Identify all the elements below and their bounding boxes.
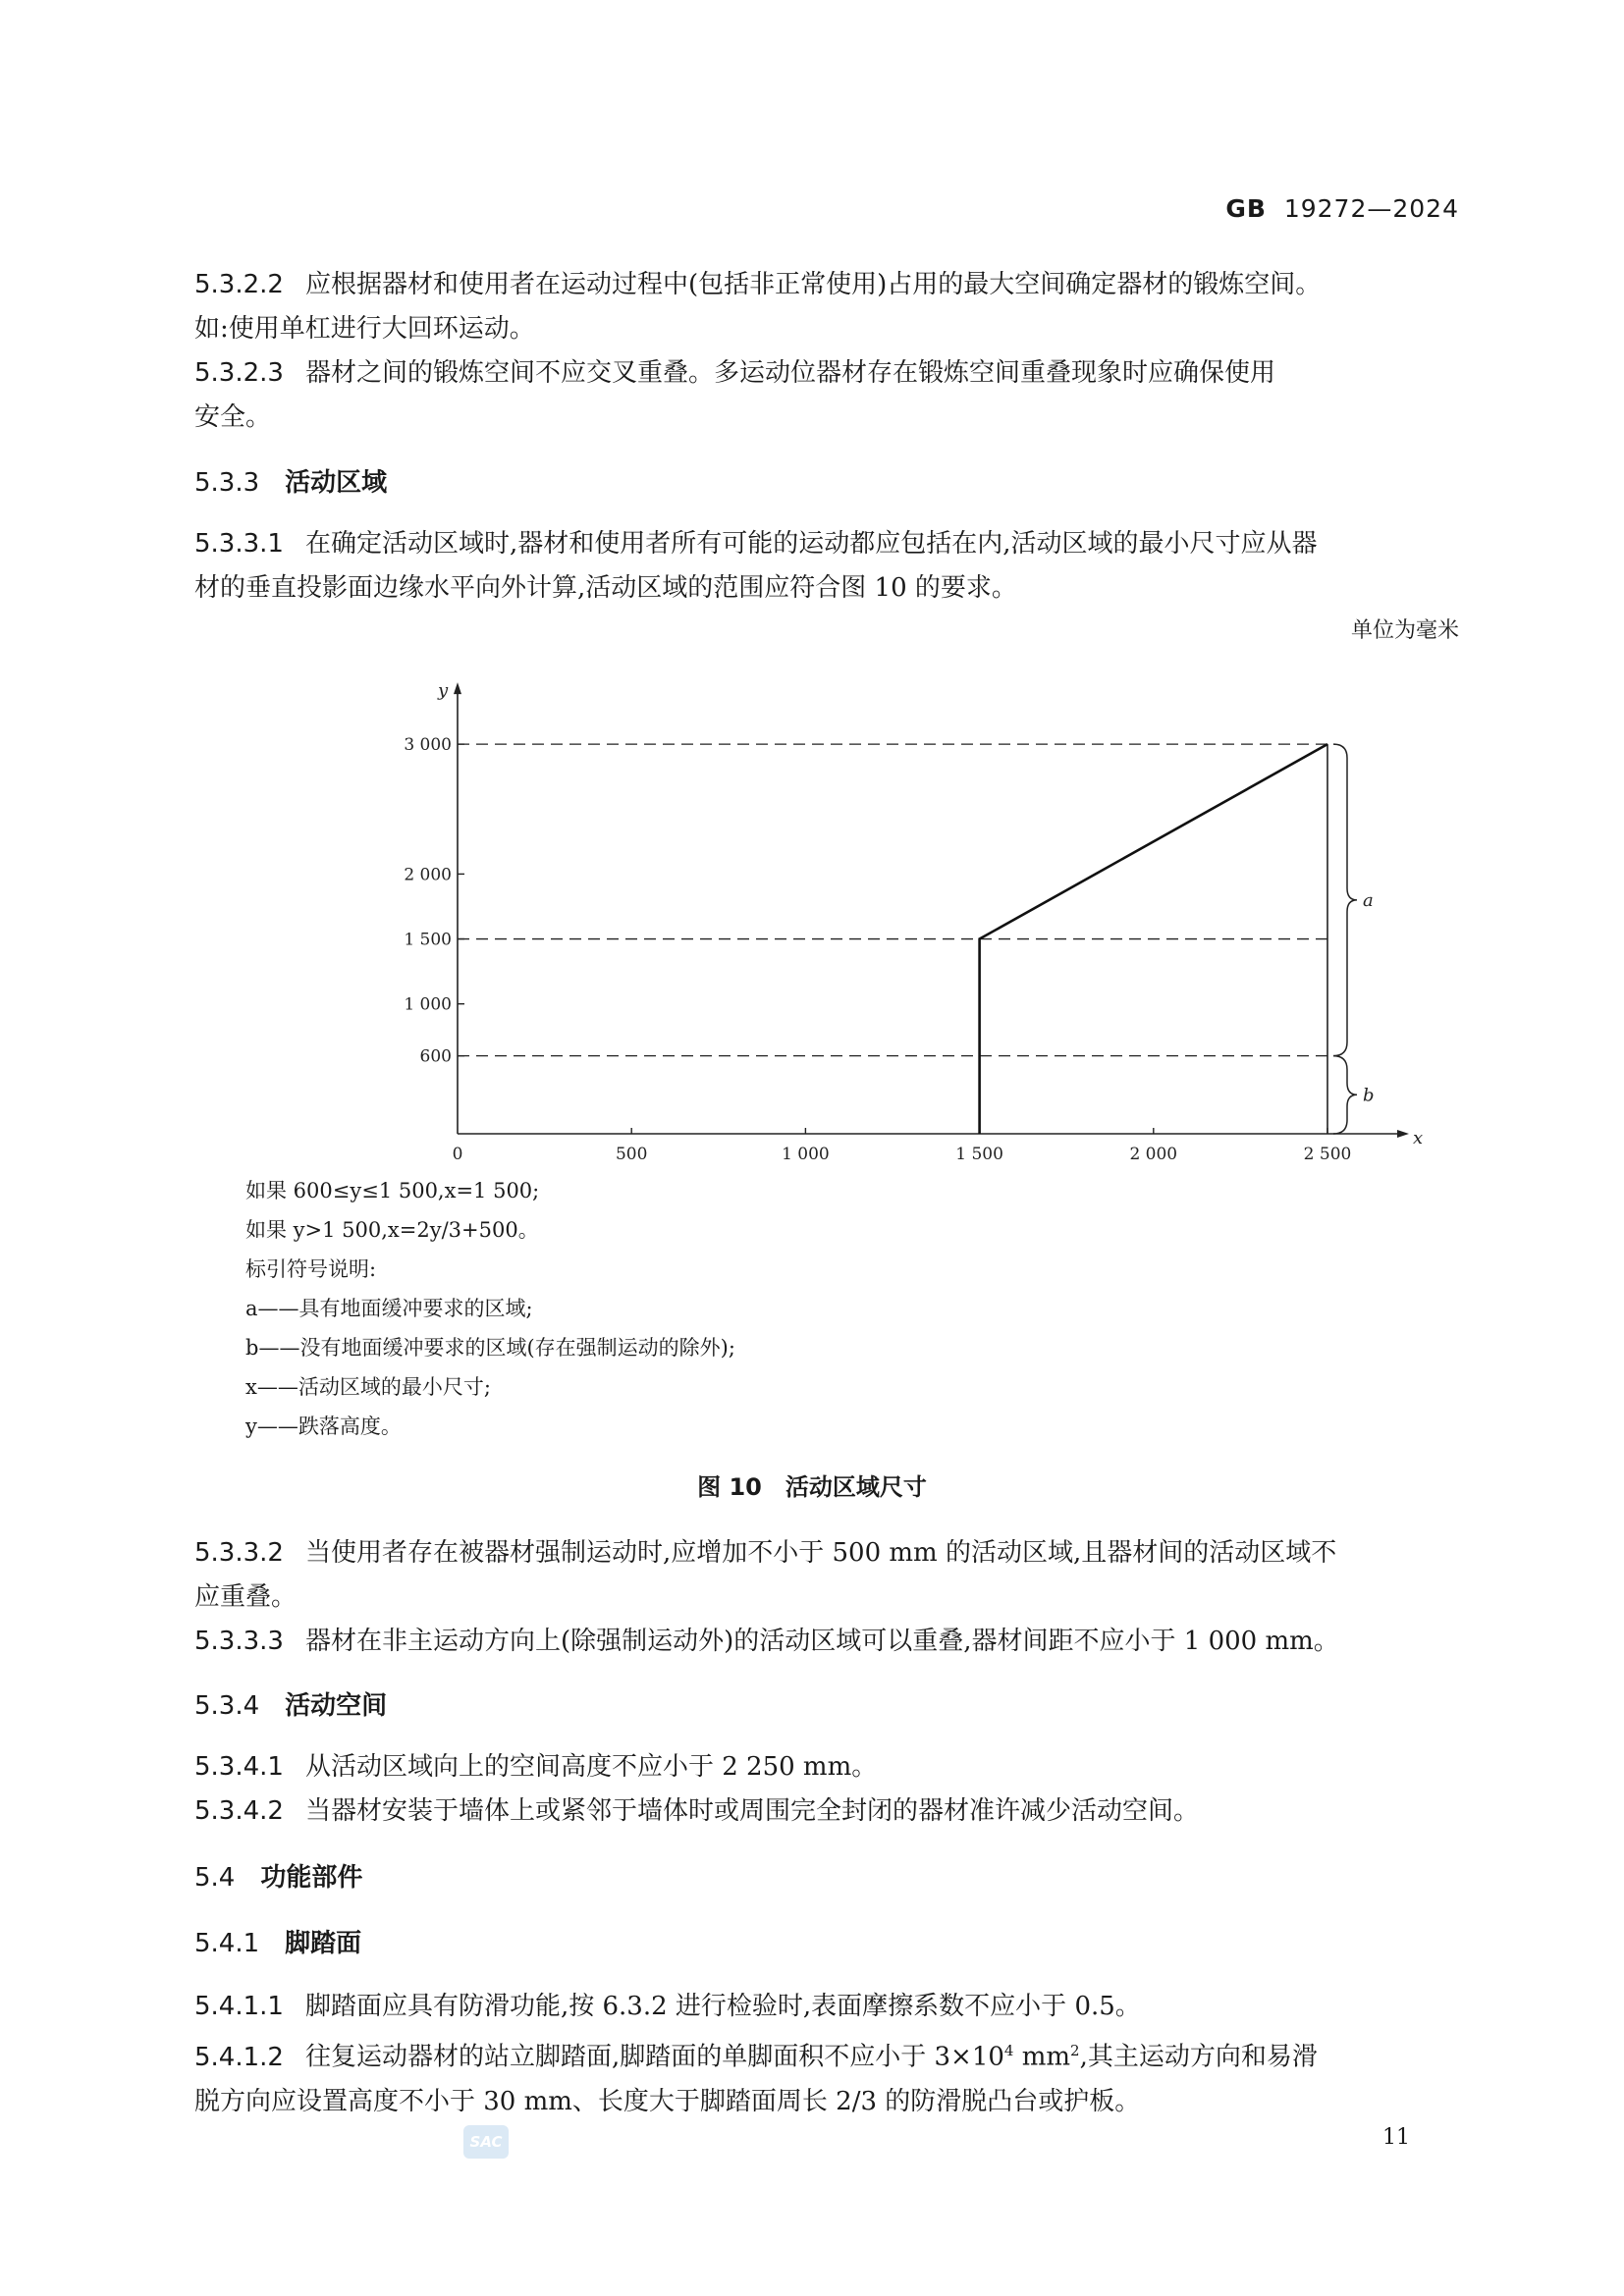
legend-item-y: y——跌落高度。 bbox=[245, 1415, 402, 1438]
y-tick-label: 3 000 bbox=[404, 735, 452, 756]
brace-a bbox=[1333, 744, 1357, 1056]
unit-note: 单位为毫米 bbox=[1350, 618, 1459, 643]
y-tick-label: 1 000 bbox=[404, 994, 452, 1015]
activity-area-chart bbox=[373, 658, 1424, 1178]
brace-label-b: b bbox=[1363, 1085, 1375, 1106]
legend-item-x: x——活动区域的最小尺寸; bbox=[245, 1375, 491, 1399]
heading-5-4-1: 5.4.1 脚踏面 bbox=[194, 1929, 362, 1958]
clause-5-3-2-2: 5.3.2.2 应根据器材和使用者在运动过程中(包括非正常使用)占用的最大空间确定器材的锻炼空间。 如:使用单杠进行大回环运动。 bbox=[194, 270, 1322, 344]
clause-5-3-3-2: 5.3.3.2 当使用者存在被器材强制运动时,应增加不小于 500 mm 的活动区域,且器材间的活动区域不 应重叠。 bbox=[194, 1538, 1337, 1612]
x-tick-label: 500 bbox=[615, 1145, 648, 1164]
x-tick-label: 0 bbox=[452, 1145, 463, 1164]
legend-item-a: a——具有地面缓冲要求的区域; bbox=[245, 1297, 533, 1320]
clause-5-4-1-2: 5.4.1.2 往复运动器材的站立脚踏面,脚踏面的单脚面积不应小于 $3\times 10^4$ $mm^2$,其主运动方向和易滑 脱方向应设置高度不小于 30 mm、长度大于脚踏面周长 2/3 的防滑脱凸台或护板。 bbox=[194, 2042, 1318, 2116]
x-tick-label: 2 500 bbox=[1303, 1145, 1352, 1164]
clause-5-3-2-3: 5.3.2.3 器材之间的锻炼空间不应交叉重叠。多运动位器材存在锻炼空间重叠现象时应确保使用 安全。 bbox=[194, 358, 1275, 432]
x-axis-label: x bbox=[1413, 1128, 1424, 1148]
standard-prefix: GB bbox=[1225, 194, 1267, 223]
figure-title: 活动区域尺寸 bbox=[785, 1473, 927, 1501]
y-axis-label: y bbox=[438, 680, 449, 702]
standard-number: 19272—2024 bbox=[1283, 194, 1459, 223]
x-tick-label: 2 000 bbox=[1129, 1145, 1178, 1164]
chart-marks bbox=[458, 744, 1375, 1134]
formula-1: 如果 600≤y≤1 500,x=1 500; bbox=[245, 1179, 540, 1202]
clause-5-3-3-3: 5.3.3.3 器材在非主运动方向上(除强制运动外)的活动区域可以重叠,器材间距不应小于 1 000 mm。 bbox=[194, 1627, 1339, 1656]
standard-header bbox=[1225, 194, 1459, 223]
page-number: 11 bbox=[1382, 2125, 1410, 2150]
y-tick-label: 1 500 bbox=[404, 930, 452, 950]
y-tick-label: 2 000 bbox=[404, 865, 452, 885]
figure-label: 图 10 bbox=[697, 1473, 762, 1501]
legend-title: 标引符号说明: bbox=[245, 1257, 377, 1281]
heading-5-3-3: 5.3.3 活动区域 bbox=[194, 468, 388, 498]
heading-5-3-4: 5.3.4 活动空间 bbox=[194, 1691, 388, 1721]
x-tick-label: 1 500 bbox=[955, 1145, 1003, 1164]
y-tick-label: 600 bbox=[419, 1046, 452, 1067]
brace-label-a: a bbox=[1363, 889, 1374, 911]
clause-5-3-4-2: 5.3.4.2 当器材安装于墙体上或紧邻于墙体时或周围完全封闭的器材准许减少活动空间。 bbox=[194, 1796, 1199, 1826]
clause-5-4-1-1: 5.4.1.1 脚踏面应具有防滑功能,按 6.3.2 进行检验时,表面摩擦系数不应小于 0.5。 bbox=[194, 1992, 1141, 2021]
y-axis-arrow bbox=[454, 682, 461, 694]
brace-b bbox=[1333, 1056, 1357, 1134]
formula-2: 如果 y>1 500,x=2y/3+500。 bbox=[245, 1218, 539, 1242]
clause-5-3-4-1: 5.3.4.1 从活动区域向上的空间高度不应小于 2 250 mm。 bbox=[194, 1752, 878, 1782]
legend-item-b: b——没有地面缓冲要求的区域(存在强制运动的除外); bbox=[245, 1336, 735, 1360]
chart-axes bbox=[404, 680, 1423, 1164]
x-axis-arrow bbox=[1397, 1130, 1409, 1138]
figure-caption bbox=[0, 1468, 1624, 1502]
heading-5-4: 5.4 功能部件 bbox=[194, 1863, 363, 1893]
sac-logo: SAC bbox=[463, 2125, 509, 2159]
clause-5-3-3-1: 5.3.3.1 在确定活动区域时,器材和使用者所有可能的运动都应包括在内,活动区域的最小尺寸应从器 材的垂直投影面边缘水平向外计算,活动区域的范围应符合图 10 的要求。 bbox=[194, 529, 1318, 603]
x-tick-label: 1 000 bbox=[782, 1145, 830, 1164]
